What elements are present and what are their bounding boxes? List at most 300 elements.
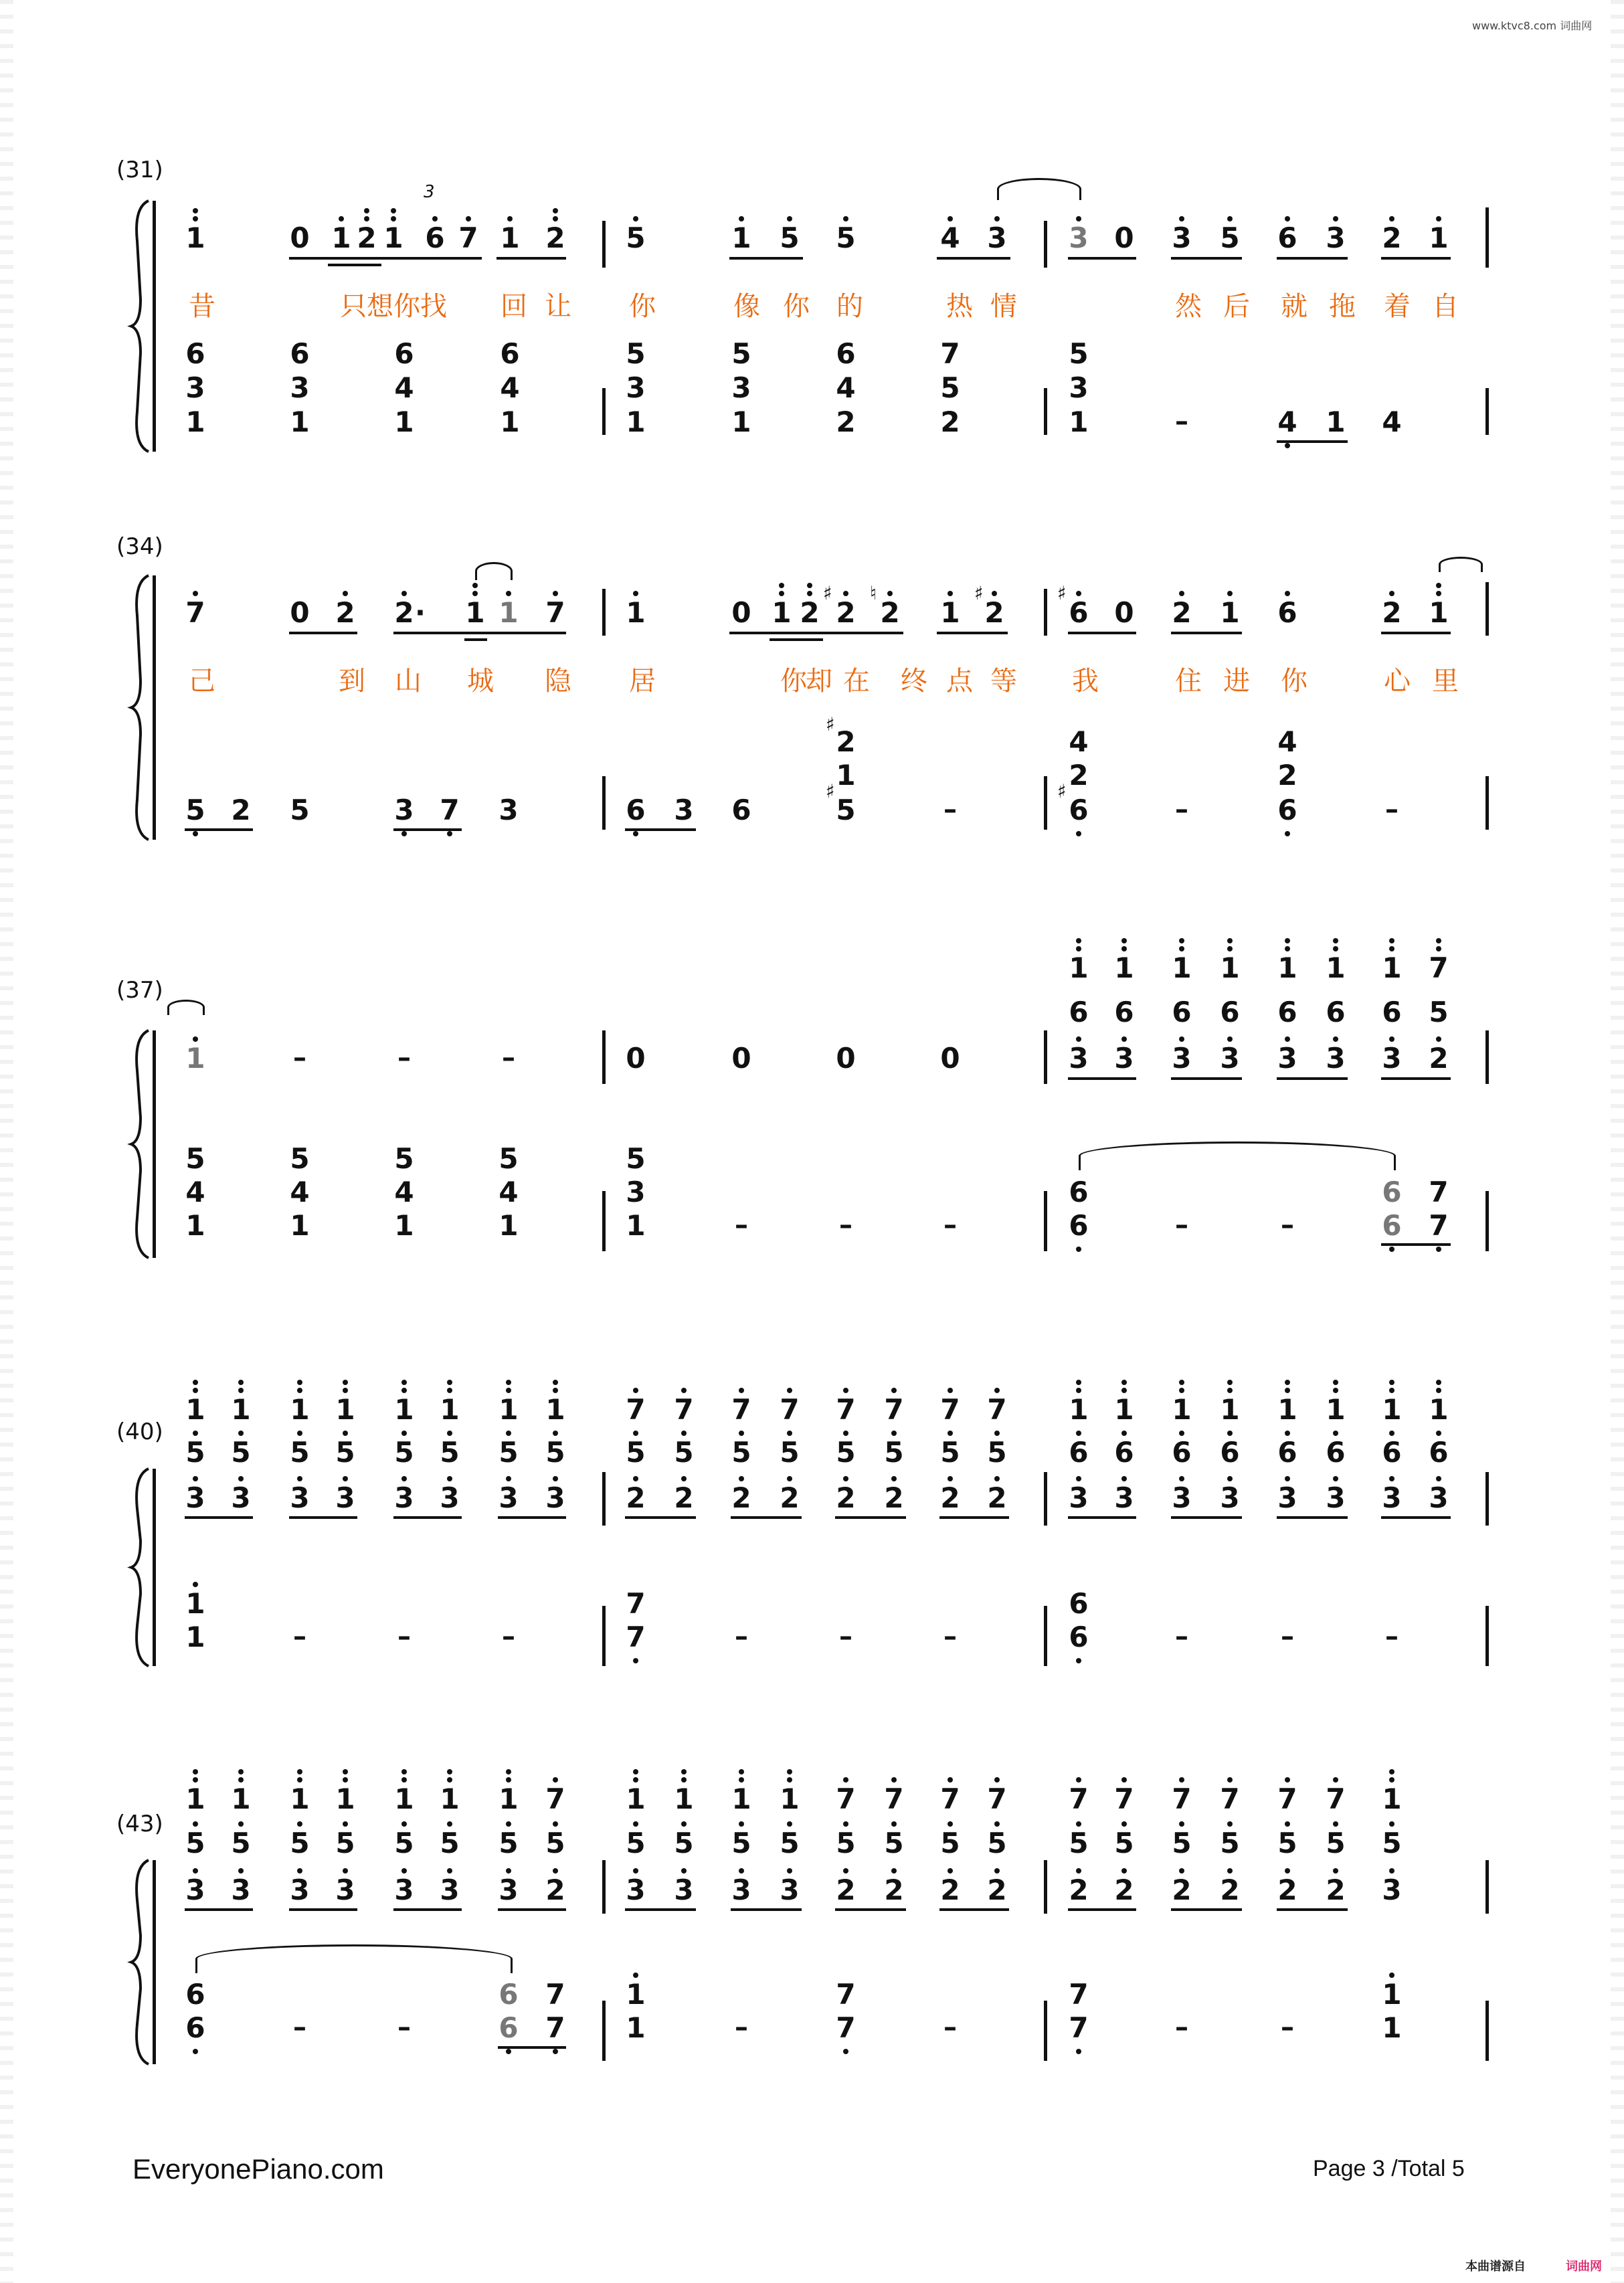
note: 6: [1220, 996, 1240, 1028]
note: 3: [231, 1874, 251, 1906]
system-start-bar-2: [153, 1030, 156, 1258]
brace-1: [131, 575, 149, 840]
octave-dot: [506, 1777, 511, 1783]
octave-dot: [553, 1821, 558, 1827]
note: 6: [1277, 996, 1297, 1028]
note: 7: [545, 2011, 565, 2044]
note: 2: [1277, 1874, 1297, 1906]
bar-line: [1044, 221, 1047, 268]
note: 3: [394, 794, 414, 826]
sustain-dash: –: [943, 1621, 957, 1652]
note: 7: [545, 1978, 565, 2011]
beam-underline: [1068, 257, 1136, 260]
note: 5: [545, 1436, 565, 1469]
note: 7: [545, 596, 565, 629]
note: 7: [731, 1393, 751, 1426]
octave-dot: [891, 1821, 897, 1827]
note: 1: [1114, 1393, 1134, 1426]
octave-dot: [297, 1431, 302, 1436]
octave-dot: [891, 1868, 897, 1874]
octave-dot: [401, 831, 407, 836]
octave-dot: [1389, 1769, 1394, 1774]
note: 3: [440, 1481, 460, 1514]
octave-dot: [553, 2049, 558, 2054]
octave-dot: [681, 1769, 687, 1774]
note: 2: [1220, 1874, 1240, 1906]
note: 1: [383, 221, 403, 254]
note: 1: [1220, 596, 1240, 629]
octave-dot: [1076, 1431, 1081, 1436]
note: 3: [626, 1874, 646, 1906]
note: 1: [1326, 1393, 1346, 1426]
octave-dot: [739, 1821, 744, 1827]
beam-underline: [498, 2046, 566, 2049]
octave-dot: [1227, 591, 1233, 596]
octave-dot: [1285, 1821, 1290, 1827]
sustain-dash: –: [1385, 1621, 1399, 1652]
note: 1: [1277, 1393, 1297, 1426]
note: 6: [836, 337, 856, 370]
note: 5: [1382, 1827, 1402, 1859]
lyric2-syllable: 己: [189, 666, 215, 697]
octave-dot: [343, 1380, 348, 1385]
octave-dot: [1436, 216, 1441, 221]
beam-underline: [1068, 1908, 1136, 1911]
octave-dot: [739, 1868, 744, 1874]
note: 3: [1172, 1042, 1192, 1075]
octave-dot: [238, 1868, 244, 1874]
note: 3: [1277, 1481, 1297, 1514]
measure-number-43: (43): [116, 1811, 163, 1837]
note: 7: [836, 2011, 856, 2044]
bar-line: [1485, 207, 1489, 268]
sustain-dash: –: [1175, 2012, 1188, 2043]
note: 1: [185, 405, 205, 438]
octave-dot: [1227, 1036, 1233, 1042]
octave-dot: [1121, 1777, 1127, 1783]
note: 5: [626, 1142, 646, 1175]
octave-dot: [633, 1777, 638, 1783]
note: 7: [1069, 1783, 1089, 1815]
octave-dot: [1227, 1476, 1233, 1481]
bar-line: [602, 2001, 606, 2061]
bar-line: [1044, 1472, 1047, 1526]
octave-dot: [739, 1476, 744, 1481]
note: 2: [984, 596, 1004, 629]
note: 2: [836, 596, 856, 629]
octave-dot: [739, 1431, 744, 1436]
octave-dot: [193, 591, 198, 596]
note: 5: [1326, 1827, 1346, 1859]
note: 3: [185, 1481, 205, 1514]
note: 3: [290, 1481, 310, 1514]
octave-dot: [553, 1868, 558, 1874]
beam-underline: [625, 1908, 696, 1911]
note: 5: [499, 1436, 519, 1469]
note: 3: [1326, 1481, 1346, 1514]
octave-dot: [994, 1868, 1000, 1874]
note: 1: [231, 1393, 251, 1426]
beam-underline: [1277, 1516, 1348, 1519]
note: 7: [836, 1783, 856, 1815]
note: 0: [290, 596, 310, 629]
note: 4: [1277, 725, 1297, 758]
octave-dot: [891, 1777, 897, 1783]
octave-dot: [553, 591, 558, 596]
octave-dot: [506, 1431, 511, 1436]
octave-dot: [1076, 2049, 1081, 2054]
lyric1-syllable: 就: [1281, 291, 1307, 322]
lyric1-syllable: 热: [946, 291, 973, 322]
system-start-bar-1: [153, 575, 156, 840]
lyric1-syllable: 然: [1175, 291, 1202, 322]
note: 4: [290, 1176, 310, 1208]
lyric2-syllable: 等: [990, 666, 1017, 697]
octave-dot: [1121, 1036, 1127, 1042]
note: 3: [1220, 1481, 1240, 1514]
note: 7: [987, 1393, 1007, 1426]
octave-dot: [297, 1868, 302, 1874]
accidental: ♯: [826, 780, 835, 802]
note: 1: [1429, 221, 1449, 254]
lyric2-syllable: 心: [1384, 666, 1411, 697]
note: 3: [185, 1874, 205, 1906]
octave-dot: [343, 1769, 348, 1774]
bar-line: [1485, 582, 1489, 636]
octave-dot: [238, 1431, 244, 1436]
octave-dot: [506, 1868, 511, 1874]
beam-underline: [1068, 1077, 1136, 1080]
note: 1: [185, 1783, 205, 1815]
octave-dot: [343, 591, 348, 596]
note: 1: [500, 221, 520, 254]
note: 5: [335, 1827, 355, 1859]
lyric1-syllable: 着: [1384, 291, 1411, 322]
note: 3: [987, 221, 1007, 254]
note: 6: [1277, 794, 1297, 826]
note: 1: [1069, 405, 1089, 438]
note: 5: [780, 1436, 800, 1469]
bottom-watermark: 本曲谱源自: [1465, 2260, 1526, 2274]
note: 1: [626, 405, 646, 438]
octave-dot: [1333, 1476, 1338, 1481]
lyric1-syllable: 情: [990, 291, 1017, 322]
octave-dot: [1436, 1380, 1441, 1385]
note: 1: [290, 405, 310, 438]
octave-dot: [297, 1821, 302, 1827]
octave-dot: [1227, 1868, 1233, 1874]
bar-line: [1044, 589, 1047, 636]
note: 3: [1069, 221, 1089, 254]
note: 1: [394, 405, 414, 438]
note: 5: [231, 1827, 251, 1859]
note: 3: [1220, 1042, 1240, 1075]
note: 1: [626, 1978, 646, 2011]
octave-dot: [787, 1769, 792, 1774]
note: 3: [1382, 1481, 1402, 1514]
sustain-dash: –: [1175, 1621, 1188, 1652]
note: 1: [674, 1783, 694, 1815]
octave-dot: [1179, 938, 1184, 943]
note: 5: [940, 1436, 960, 1469]
beam-underline: [393, 1908, 462, 1911]
note: 4: [836, 371, 856, 404]
octave-dot: [1179, 1388, 1184, 1393]
note: 5: [290, 1436, 310, 1469]
octave-dot: [948, 216, 953, 221]
note: 7: [458, 221, 478, 254]
note: 5: [836, 794, 856, 826]
beam-underline: [937, 632, 1008, 634]
note: 3: [1069, 1042, 1089, 1075]
octave-dot: [887, 591, 893, 596]
bar-line: [602, 776, 606, 830]
octave-dot: [553, 1388, 558, 1393]
octave-dot: [843, 216, 848, 221]
beam-underline: [1171, 1516, 1242, 1519]
sustain-dash: –: [1175, 406, 1188, 437]
octave-dot: [1227, 946, 1233, 951]
note: 1: [290, 1209, 310, 1242]
octave-dot: [633, 1769, 638, 1774]
octave-dot: [1436, 1388, 1441, 1393]
octave-dot: [1333, 946, 1338, 951]
note: 5: [185, 1142, 205, 1175]
octave-dot: [1285, 443, 1290, 448]
beam-underline: [289, 1516, 357, 1519]
bar-line: [1044, 1030, 1047, 1084]
note: 6: [1277, 221, 1297, 254]
lyric2-syllable: 在: [843, 666, 870, 697]
octave-dot: [447, 1769, 452, 1774]
note: 7: [545, 1783, 565, 1815]
octave-dot: [339, 216, 344, 221]
octave-dot: [1121, 1388, 1127, 1393]
lyric1-syllable: 后: [1223, 291, 1250, 322]
note: 5: [836, 1827, 856, 1859]
measure-number-34: (34): [116, 533, 163, 560]
slur: [1079, 1142, 1396, 1170]
bar-line: [1044, 388, 1047, 435]
note: 5: [731, 1436, 751, 1469]
bar-line: [1485, 776, 1489, 830]
octave-dot: [1333, 1388, 1338, 1393]
sustain-dash: –: [1385, 794, 1399, 825]
note: 6: [1382, 1209, 1402, 1242]
note: 6: [1069, 996, 1089, 1028]
note: 2: [1326, 1874, 1346, 1906]
octave-dot: [1121, 1868, 1127, 1874]
note: 5: [940, 371, 960, 404]
note: 1: [1382, 1393, 1402, 1426]
note: 2: [780, 1481, 800, 1514]
octave-dot: [1227, 1431, 1233, 1436]
octave-dot: [633, 1973, 638, 1978]
note: 5: [394, 1142, 414, 1175]
octave-dot: [472, 583, 478, 588]
note: 2: [880, 596, 900, 629]
octave-dot: [1076, 1658, 1081, 1663]
lyric1-syllable: 的: [836, 291, 863, 322]
octave-dot: [1076, 1247, 1081, 1252]
beam-underline: [770, 638, 823, 641]
octave-dot: [1333, 1431, 1338, 1436]
note: 5: [499, 1142, 519, 1175]
bar-line: [1485, 1030, 1489, 1084]
lyric2-syllable: 进: [1223, 666, 1250, 697]
octave-dot: [401, 1431, 407, 1436]
accidental: ♯: [826, 713, 835, 735]
octave-dot: [1227, 1821, 1233, 1827]
octave-dot: [401, 1868, 407, 1874]
note: 0: [731, 596, 751, 629]
measure-number-37: (37): [116, 977, 163, 1004]
octave-dot: [633, 591, 638, 596]
note: 2: [394, 596, 414, 629]
octave-dot: [1333, 938, 1338, 943]
note: 6: [1326, 1436, 1346, 1469]
note: 6: [499, 2011, 519, 2044]
octave-dot: [1333, 216, 1338, 221]
note: 7: [836, 1393, 856, 1426]
octave-dot: [1389, 1868, 1394, 1874]
note: 5: [987, 1827, 1007, 1859]
octave-dot: [193, 1777, 198, 1783]
octave-dot: [633, 216, 638, 221]
note: 1: [1382, 2011, 1402, 2044]
sustain-dash: –: [293, 1621, 306, 1652]
bar-line: [602, 589, 606, 636]
note: 5: [780, 1827, 800, 1859]
octave-dot: [948, 1821, 953, 1827]
octave-dot: [948, 1476, 953, 1481]
note: 1: [545, 1393, 565, 1426]
note: 3: [1429, 1481, 1449, 1514]
note: 5: [987, 1436, 1007, 1469]
note: 2: [800, 596, 820, 629]
octave-dot: [1333, 1777, 1338, 1783]
note: 0: [290, 221, 310, 254]
note: 1: [465, 596, 485, 629]
accidental: ♯: [974, 582, 984, 604]
octave-dot: [1076, 938, 1081, 943]
note: 5: [499, 1827, 519, 1859]
octave-dot: [948, 591, 953, 596]
lyric2-syllable: 点: [946, 666, 973, 697]
note: 6: [626, 794, 646, 826]
octave-dot: [843, 1777, 848, 1783]
octave-dot: [1076, 1821, 1081, 1827]
octave-dot: [193, 208, 198, 213]
octave-dot: [992, 591, 997, 596]
note: 3: [1277, 1042, 1297, 1075]
beam-underline: [625, 828, 696, 831]
note: 1: [185, 1209, 205, 1242]
note: 3: [1326, 1042, 1346, 1075]
note: 1: [1429, 1393, 1449, 1426]
sustain-dash: –: [502, 1042, 515, 1073]
beam-underline: [939, 1516, 1009, 1519]
note: 7: [440, 794, 460, 826]
octave-dot: [506, 1380, 511, 1385]
octave-dot: [506, 591, 511, 596]
octave-dot: [1389, 1380, 1394, 1385]
note: 7: [674, 1393, 694, 1426]
octave-dot: [1285, 946, 1290, 951]
beam-underline: [289, 257, 381, 260]
beam-underline: [937, 257, 1010, 260]
octave-dot: [553, 216, 558, 221]
note: 3: [231, 1481, 251, 1514]
sustain-dash: –: [1175, 1210, 1188, 1241]
octave-dot: [1285, 1036, 1290, 1042]
octave-dot: [843, 2049, 848, 2054]
note: 5: [626, 1827, 646, 1859]
note: 4: [394, 1176, 414, 1208]
lyric2-syllable: 山: [395, 666, 422, 697]
note: 6: [425, 221, 445, 254]
note: 3: [499, 794, 519, 826]
octave-dot: [238, 1388, 244, 1393]
octave-dot: [633, 1821, 638, 1827]
note: 5: [836, 1436, 856, 1469]
note: 3: [1326, 221, 1346, 254]
beam-underline: [731, 1516, 802, 1519]
octave-dot: [432, 216, 438, 221]
note: 1: [1220, 1393, 1240, 1426]
octave-dot: [1389, 1431, 1394, 1436]
octave-dot: [1121, 938, 1127, 943]
octave-dot: [1285, 1431, 1290, 1436]
note: 2: [1382, 221, 1402, 254]
note: 7: [940, 337, 960, 370]
note: 7: [1326, 1783, 1346, 1815]
octave-dot: [1076, 946, 1081, 951]
note: 1: [331, 221, 351, 254]
octave-dot: [553, 1476, 558, 1481]
note: 2: [357, 221, 377, 254]
octave-dot: [193, 1476, 198, 1481]
note: 6: [185, 337, 205, 370]
octave-dot: [1389, 591, 1394, 596]
sustain-dash: –: [1175, 794, 1188, 825]
note: 2: [1382, 596, 1402, 629]
lyric1-syllable: 像: [733, 291, 760, 322]
octave-dot: [1179, 1777, 1184, 1783]
octave-dot: [1179, 1821, 1184, 1827]
note: 1: [1382, 1978, 1402, 2011]
sustain-dash: –: [943, 2012, 957, 2043]
note: 3: [394, 1874, 414, 1906]
octave-dot: [787, 1821, 792, 1827]
note: 2: [1172, 596, 1192, 629]
note: 6: [394, 337, 414, 370]
note: 5: [626, 221, 646, 254]
octave-dot: [948, 1868, 953, 1874]
note: 5: [626, 1436, 646, 1469]
bar-line: [1044, 1191, 1047, 1251]
octave-dot: [1179, 1431, 1184, 1436]
octave-dot: [1436, 946, 1441, 951]
octave-dot: [1285, 1380, 1290, 1385]
note: 3: [1069, 371, 1089, 404]
note: 1: [940, 596, 960, 629]
brace-4: [131, 1860, 149, 2064]
note: 1: [1429, 596, 1449, 629]
bar-line: [1044, 776, 1047, 830]
accidental: ♮: [870, 582, 877, 604]
note: 7: [626, 1621, 646, 1653]
